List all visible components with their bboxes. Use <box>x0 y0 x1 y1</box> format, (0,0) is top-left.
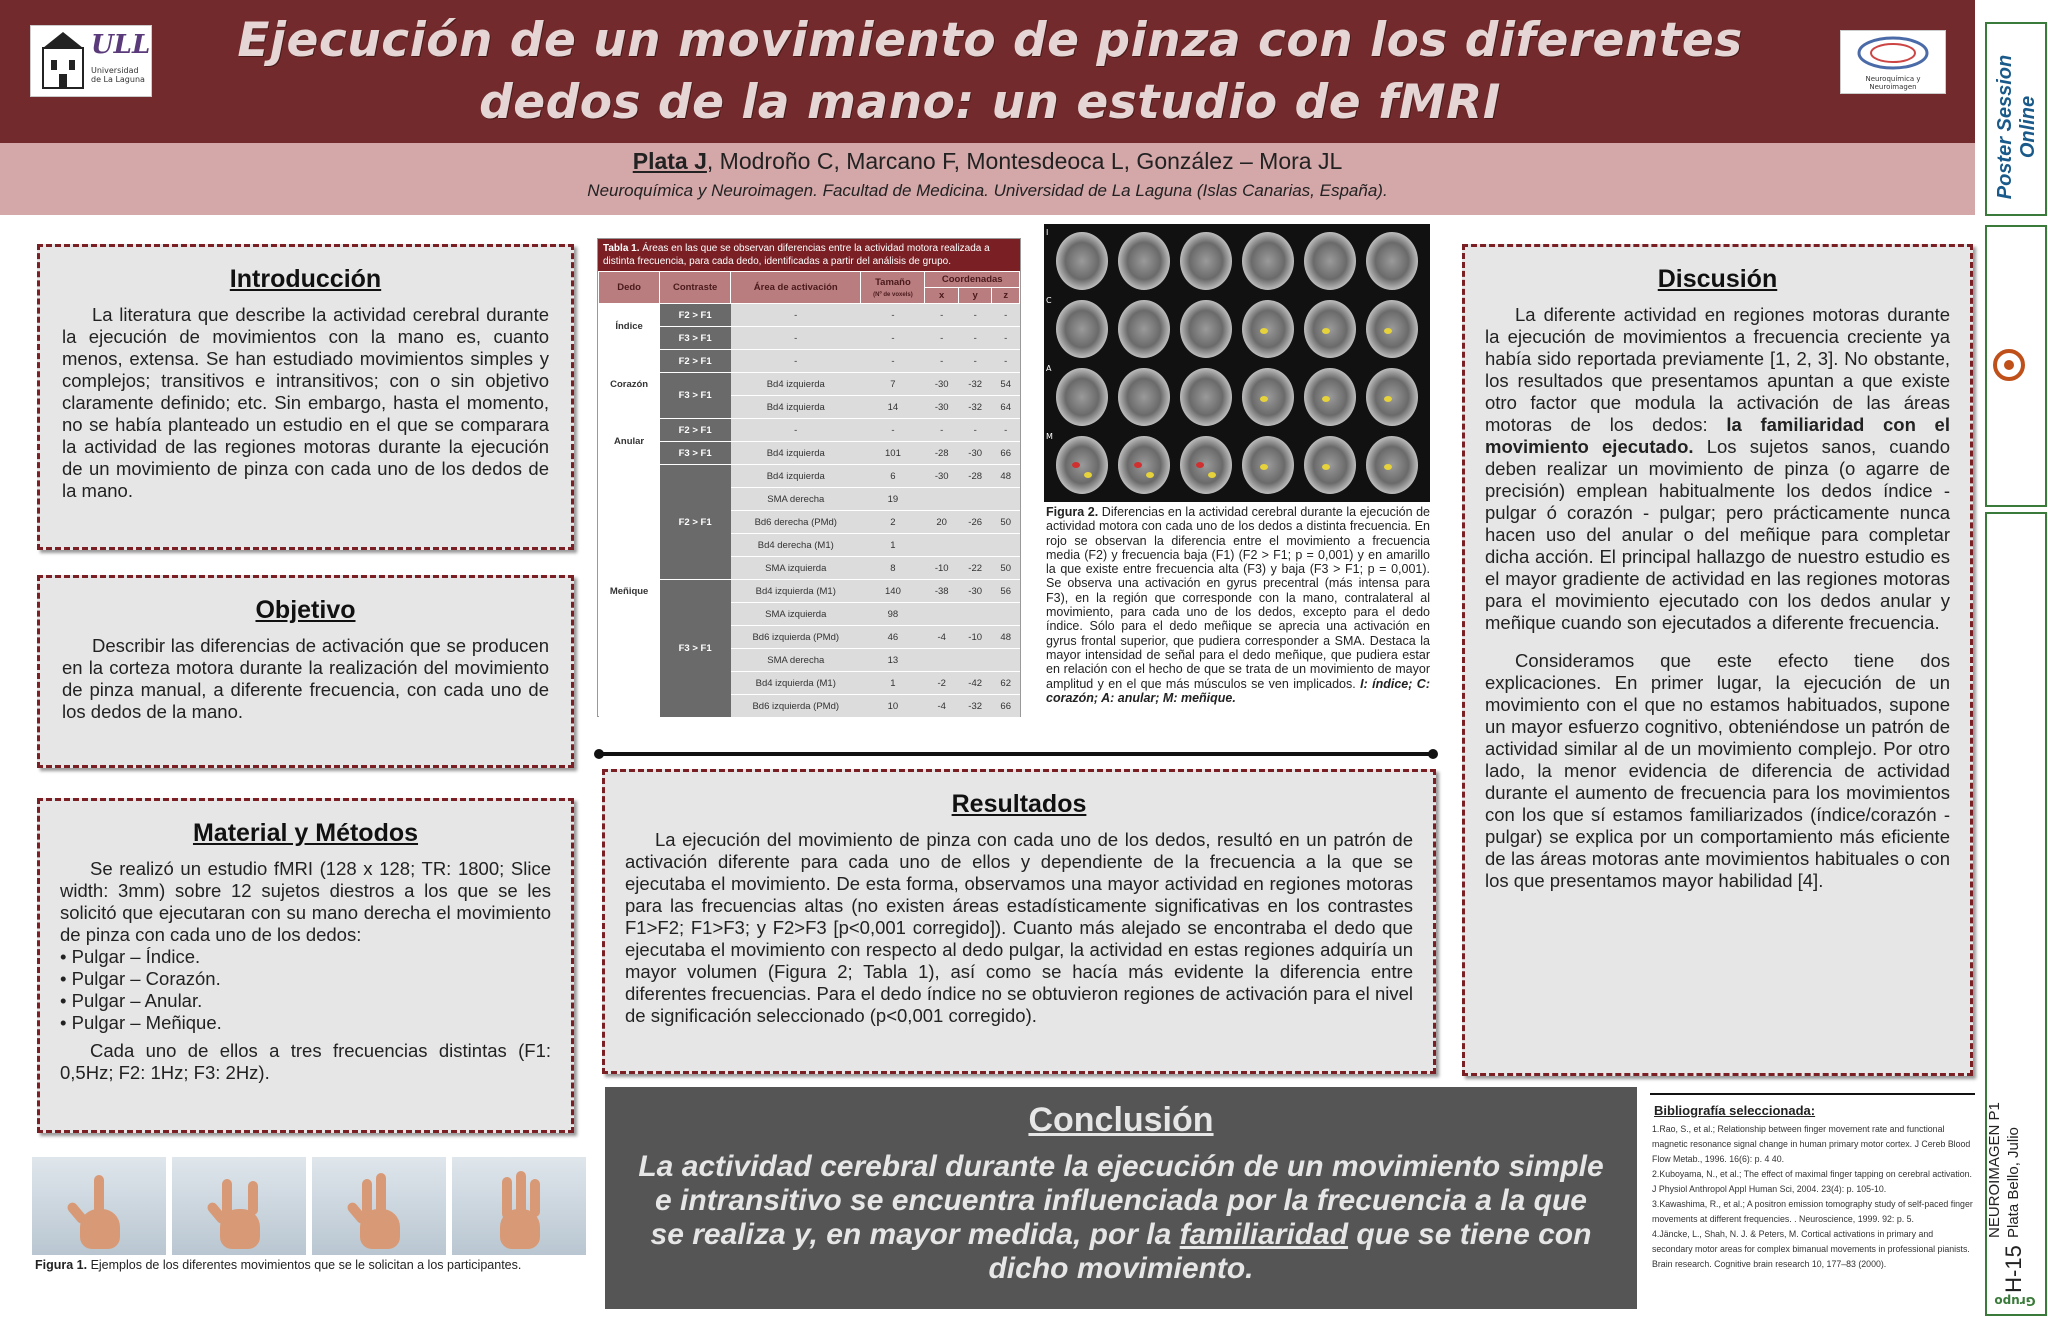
discusion-paragraph-2: Consideramos que este efecto tiene dos explicaciones. En primer lugar, la ejecución de un movimiento con el que no estamos habituados, supone un mayor esfuerzo cognitivo, obteniéndose un patrón de actividad similar al de un movimiento complejo. Por otro lado, la menor evidencia de diferencia de actividad durante el aumento de frecuencia para los movimientos con los que sí estamos familiarizados (índice/corazón - pulgar) se explica por un comportamiento más eficiente de las áreas motoras ante movimientos habituales o con los que presentamos mayor habilidad [4]. <box>1485 650 1950 891</box>
table-cell: -4 <box>925 626 958 649</box>
table-cell: -32 <box>958 695 991 718</box>
hand-photo-4 <box>452 1157 586 1255</box>
table-cell: Bd6 derecha (PMd) <box>731 511 861 534</box>
table-header: Dedo <box>599 272 660 304</box>
table-header: z <box>992 288 1020 304</box>
brain-slice <box>1056 368 1108 426</box>
section-divider <box>599 752 1433 756</box>
table-cell: - <box>992 350 1020 373</box>
finger-cell: Corazón <box>599 350 660 419</box>
discusion-highlight: la familiaridad con el movimiento ejecutado. <box>1485 414 1950 457</box>
title-line-1: Ejecución de un movimiento de pinza con los diferentes <box>237 13 1743 68</box>
table-cell: - <box>925 350 958 373</box>
table-cell: -30 <box>925 465 958 488</box>
table-cell: SMA izquierda <box>731 603 861 626</box>
divider-dot <box>594 749 604 759</box>
table-cell: 2 <box>861 511 925 534</box>
neuro-logo-text: Neuroquímica y Neuroimagen <box>1865 75 1921 91</box>
figure-2-legend: I: índice; C: corazón; A: anular; M: meñique. <box>1046 676 1430 705</box>
table-cell: 48 <box>992 626 1020 649</box>
brain-slice <box>1366 232 1418 290</box>
table-header: y <box>958 288 991 304</box>
brain-icon <box>1841 31 1945 71</box>
table-row <box>599 419 1020 442</box>
brain-slice <box>1118 436 1170 494</box>
resultados-text: La ejecución del movimiento de pinza con cada uno de los dedos, resultó en un patrón de activación diferente para cada uno de ellos y dependiente de la frecuencia a la que se ejecutaba el movimiento. De esta forma, observamos una mayor actividad en regiones motoras para las frecuencias altas (no existen áreas estadísticamente significativas en los contrastes F1>F2; F1>F3; y F2>F3 [p<0,001 corregido]). Cuanto más alejado se encontraba el dedo que ejecutaba el movimiento con respecto al dedo pulgar, la actividad en estas regiones adquiría un mayor volumen (Figura 2; Tabla 1), así como se hacía más evidente la diferencia entre diferentes frecuencias. Para el dedo índice no se obtuvieron regiones de activación para el nivel de significación seleccionado (p<0,001 corregido). <box>625 829 1413 1026</box>
ull-logo <box>30 25 152 97</box>
table-cell: 66 <box>992 442 1020 465</box>
table-cell: 140 <box>861 580 925 603</box>
activation-blob <box>1322 328 1330 334</box>
conclusion-heading: Conclusión <box>1028 1101 1214 1139</box>
figure-2-caption <box>1046 505 1430 705</box>
activation-blob <box>1134 462 1142 468</box>
brain-slice <box>1180 368 1232 426</box>
figure-1-caption <box>35 1258 578 1273</box>
table-cell: -10 <box>958 626 991 649</box>
scan-row-label: I <box>1046 228 1049 237</box>
activation-blob <box>1196 462 1204 468</box>
table-cell: -4 <box>925 695 958 718</box>
table-cell: Bd4 izquierda <box>731 396 861 419</box>
size-header: Tamaño <box>875 276 911 288</box>
activation-blob <box>1072 462 1080 468</box>
activation-blob <box>1322 396 1330 402</box>
objetivo-section <box>37 575 574 768</box>
brand-label: Grupo <box>1994 1294 2036 1308</box>
intro-heading: Introducción <box>229 265 382 293</box>
resultados-heading: Resultados <box>951 790 1087 818</box>
table-cell: 1 <box>861 672 925 695</box>
table-cell <box>992 488 1020 511</box>
brain-slice <box>1366 368 1418 426</box>
table-cell: 64 <box>992 396 1020 419</box>
table-header: Coordenadas <box>925 272 1020 288</box>
finger-cell: Anular <box>599 419 660 465</box>
brain-slice <box>1304 368 1356 426</box>
finger-cell: Meñique <box>599 465 660 718</box>
table-cell: Bd4 izquierda (M1) <box>731 580 861 603</box>
table-cell: 101 <box>861 442 925 465</box>
reference-item: 3.Kawashima, R., et al.; A positron emission tomography study of self-paced finger movements at different frequencies. . Neuroscience, 1999. 92: p. 5. <box>1652 1199 1973 1224</box>
table-cell: -26 <box>958 511 991 534</box>
title-line-2: dedos de la mano: un estudio de fMRI <box>479 75 1501 130</box>
activation-blob <box>1384 464 1392 470</box>
figure-1-label: Figura 1. <box>35 1258 88 1272</box>
table-header: Área de activación <box>731 272 861 304</box>
table-cell: Bd4 izquierda <box>731 442 861 465</box>
brain-slice <box>1304 300 1356 358</box>
table-cell: - <box>925 304 958 327</box>
table-row <box>599 327 1020 350</box>
discusion-text-1a: La diferente actividad en regiones motoras durante la ejecución de movimientos a frecuencia creciente ya había sido reportada previamente [1, 2, 3]. No obstante, los resultados que presentamos apuntan a que existe otro factor que modula la activación de las áreas motoras de los dedos: <box>1485 304 1950 435</box>
table-cell <box>958 603 991 626</box>
conclusion-emphasis: familiaridad <box>1179 1218 1349 1251</box>
table-cell: -30 <box>958 442 991 465</box>
table-cell <box>992 534 1020 557</box>
table-row <box>599 465 1020 488</box>
objetivo-text: Describir las diferencias de activación que se producen en la corteza motora durante la realización del movimiento de pinza manual, a diferente frecuencia, con cada uno de los dedos de la mano. <box>62 635 549 722</box>
list-item: • Pulgar – Anular. <box>60 990 551 1012</box>
hand-photo-3 <box>312 1157 446 1255</box>
table-cell <box>925 603 958 626</box>
neuro-logo <box>1840 30 1946 94</box>
table-cell: 1 <box>861 534 925 557</box>
list-item: • Pulgar – Corazón. <box>60 968 551 990</box>
table-cell <box>958 488 991 511</box>
table-cell: 8 <box>861 557 925 580</box>
hand-photo-2 <box>172 1157 306 1255</box>
figure-1-text: Ejemplos de los diferentes movimientos que se le solicitan a los participantes. <box>87 1258 522 1272</box>
activation-blob <box>1146 472 1154 478</box>
table-cell: -32 <box>958 396 991 419</box>
table-cell: 7 <box>861 373 925 396</box>
table-cell: - <box>958 350 991 373</box>
poster-online-badge <box>1985 22 2047 216</box>
brain-slice <box>1056 300 1108 358</box>
list-item: • Pulgar – Meñique. <box>60 1012 551 1034</box>
contrast-cell: F3 > F1 <box>660 327 731 350</box>
scan-row-label: C <box>1046 296 1052 305</box>
table-row <box>599 373 1020 396</box>
author-label: Plata Bello, Julio <box>2005 1127 2022 1238</box>
activation-blob <box>1260 328 1268 334</box>
poster-online-text: Poster Session Online <box>1994 54 2039 200</box>
brain-slice <box>1056 232 1108 290</box>
conclusion-text-c: que se tiene con dicho movimiento. <box>988 1218 1592 1285</box>
table-cell: - <box>925 327 958 350</box>
table-header: x <box>925 288 958 304</box>
table-cell <box>925 534 958 557</box>
table-cell: -42 <box>958 672 991 695</box>
metodos-text-2: Cada uno de ellos a tres frecuencias distintas (F1: 0,5Hz; F2: 1Hz; F3: 2Hz). <box>60 1040 551 1083</box>
table-cell: -2 <box>925 672 958 695</box>
table-cell: -32 <box>958 373 991 396</box>
activation-blob <box>1384 328 1392 334</box>
hand-photo-1 <box>32 1157 166 1255</box>
table-header: Contraste <box>660 272 731 304</box>
table-cell: 14 <box>861 396 925 419</box>
table-cell: - <box>861 304 925 327</box>
table-caption <box>598 239 1020 271</box>
reference-list <box>1652 1122 1974 1272</box>
brain-slice <box>1304 436 1356 494</box>
figure-2-text: Diferencias en la actividad cerebral durante la ejecución de actividad motora con cada uno de los dedos a distinta frecuencia. En rojo se observan la diferencia entre el movimiento a frecuencia media (F2) y frecuencia baja (F1) (F2 > F1; p = 0,001) y en amarillo la que existe entre frecuencia alta (F3) y baja (F3 > F1; p = 0,001). Se observa una activación en gyrus precentral (más intensa para F3), en la región que corresponde con la mano, contralateral al movimiento, para cada uno de los dedos, excepto para el dedo índice. Sólo para el dedo meñique se aprecia una activación en gyrus frontal superior, que pudiera corresponder a SMA. Destaca la mayor intensidad de señal para el dedo meñique, que pudiera estar en relación con el hecho de que se trata de un movimiento de mayor amplitud y en el que más músculos se ven implicados. <box>1046 505 1431 691</box>
table-cell: -28 <box>925 442 958 465</box>
ull-logo-text: ULL <box>91 30 151 60</box>
table-cell: - <box>861 350 925 373</box>
conclusion-section <box>605 1087 1637 1309</box>
figure-2-label: Figura 2. <box>1046 505 1099 519</box>
brain-slice <box>1180 300 1232 358</box>
table-cell: - <box>861 327 925 350</box>
activation-blob <box>1322 464 1330 470</box>
table-cell: SMA derecha <box>731 488 861 511</box>
table-cell: -38 <box>925 580 958 603</box>
poster-id: H-15 <box>2001 1245 2026 1293</box>
table-cell: - <box>992 419 1020 442</box>
table-cell: - <box>958 327 991 350</box>
objetivo-heading: Objetivo <box>255 596 356 624</box>
table-cell: - <box>958 304 991 327</box>
table-cell: Bd4 derecha (M1) <box>731 534 861 557</box>
bibliography-heading: Bibliografía seleccionada: <box>1654 1103 1816 1118</box>
reference-item: 2.Kuboyama, N., et al.; The effect of maximal finger tapping on cerebral activation. J Physiol Anthropol Appl Human Sci, 2004. 23(4): p. 105-10. <box>1652 1169 1972 1194</box>
table-cell: 48 <box>992 465 1020 488</box>
contrast-cell: F3 > F1 <box>660 442 731 465</box>
contrast-cell: F2 > F1 <box>660 465 731 580</box>
table-cell: -22 <box>958 557 991 580</box>
brain-slice <box>1366 436 1418 494</box>
table-cell: - <box>861 419 925 442</box>
table-cell: -30 <box>925 396 958 419</box>
metodos-heading: Material y Métodos <box>192 819 419 847</box>
brain-slice <box>1056 436 1108 494</box>
discusion-paragraph-1 <box>1485 304 1950 634</box>
activation-blob <box>1208 472 1216 478</box>
activation-blob <box>1384 396 1392 402</box>
table-cell: 62 <box>992 672 1020 695</box>
table-body <box>599 304 1020 718</box>
poster-title <box>160 10 1820 134</box>
bibliography <box>1652 1097 1974 1272</box>
brain-slice <box>1180 436 1232 494</box>
brain-slice <box>1242 300 1294 358</box>
reference-item: 4.Jäncke, L., Shah, N. J. & Peters, M. Cortical activations in primary and secondary motor areas for complex bimanual movements in professional pianists. Brain research. Cognitive brain research 10, 177–83 (2000). <box>1652 1229 1970 1269</box>
table-cell <box>958 649 991 672</box>
activation-blob <box>1260 464 1268 470</box>
metodos-text: Se realizó un estudio fMRI (128 x 128; TR: 1800; Slice width: 3mm) sobre 12 sujetos diestros a los que se les solicitó que ejecutaran con su mano derecha el movimiento de pinza con cada uno de los dedos: <box>60 858 551 945</box>
table-cell: -28 <box>958 465 991 488</box>
table-cell <box>925 488 958 511</box>
seal-icon <box>1987 227 2045 505</box>
affiliation: Neuroquímica y Neuroimagen. Facultad de Medicina. Universidad de La Laguna (Islas Canarias, España). <box>587 181 1388 200</box>
lead-author: Plata J <box>632 148 707 174</box>
table-cell: - <box>731 327 861 350</box>
table-cell: 50 <box>992 511 1020 534</box>
table-cell: 20 <box>925 511 958 534</box>
conclusion-text-a: La actividad cerebral durante la ejecución de un movimiento simple e intransitivo se encuentra influenciada por la frecuencia a la que se realiza y, en mayor medida, por la <box>638 1150 1604 1251</box>
results-table <box>598 271 1020 718</box>
table-cell: 54 <box>992 373 1020 396</box>
table-cell: SMA derecha <box>731 649 861 672</box>
table-cell: 19 <box>861 488 925 511</box>
brain-slice <box>1242 232 1294 290</box>
brain-slice <box>1118 232 1170 290</box>
intro-text: La literatura que describe la actividad cerebral durante la ejecución de movimientos con la mano es, cuanto menos, extensa. Se han estudiado movimientos simples y complejos; transitivos e intransitivos; con o sin objetivo claramente definido; etc. Sin embargo, hasta el momento, no se había planteado un estudio en el que se comparara la actividad de las regiones motoras durante la ejecución de un movimiento de pinza con cada uno de los dedos de la mano. <box>62 304 549 501</box>
table-cell: Bd4 izquierda (M1) <box>731 672 861 695</box>
co-authors: , Modroño C, Marcano F, Montesdeoca L, González – Mora JL <box>706 148 1343 174</box>
table-cell: 46 <box>861 626 925 649</box>
finger-cell: Índice <box>599 304 660 350</box>
table-row <box>599 442 1020 465</box>
finger-list <box>60 946 551 1034</box>
conclusion-text <box>635 1150 1607 1286</box>
table-cell: 66 <box>992 695 1020 718</box>
reference-item: 1.Rao, S., et al.; Relationship between finger movement rate and functional magnetic resonance signal change in human primary motor cortex. J Cereb Blood Flow Metab., 1996. 16(6): p. 4 40. <box>1652 1124 1971 1164</box>
scan-row-label: A <box>1046 364 1052 373</box>
biblio-rule <box>1650 1093 1975 1095</box>
resultados-section <box>602 769 1436 1074</box>
table-cell <box>958 534 991 557</box>
table-row <box>599 580 1020 603</box>
size-subheader: (Nº de voxels) <box>873 291 913 298</box>
table-cell: 56 <box>992 580 1020 603</box>
table-cell <box>925 649 958 672</box>
table-label: Tabla 1. <box>603 243 640 254</box>
metodos-section <box>37 798 574 1133</box>
table-cell: - <box>992 304 1020 327</box>
figure-2-brain-scans <box>1044 224 1430 502</box>
table-cell: Bd6 izquierda (PMd) <box>731 695 861 718</box>
table-1 <box>597 238 1021 717</box>
table-cell <box>992 603 1020 626</box>
table-cell <box>992 649 1020 672</box>
table-cell: - <box>925 419 958 442</box>
table-cell: - <box>731 350 861 373</box>
brain-slice <box>1304 232 1356 290</box>
table-cell: SMA izquierda <box>731 557 861 580</box>
table-caption-text: Áreas en las que se observan diferencias entre la actividad motora realizada a distinta frecuencia, para cada dedo, identificadas a partir del análisis de grupo. <box>603 243 990 267</box>
discusion-text-1c: Los sujetos sanos, cuando deben realizar un movimiento de pinza (o agarre de precisión) emplean habitualmente los dedos índice - pulgar ó corazón - pulgar; pero prácticamente nunca hacen uso del anular o del meñique para completar dicha acción. El principal hallazgo de nuestro estudio es el mayor gradiente de actividad en las regiones motoras para el movimiento ejecutado con los dedos anular y meñique cuando son ejecutados a diferente frecuencia. <box>1485 436 1950 633</box>
table-cell: - <box>992 327 1020 350</box>
table-cell: Bd4 izquierda <box>731 465 861 488</box>
table-cell: Bd4 izquierda <box>731 373 861 396</box>
poster-id-box <box>1985 512 2047 1316</box>
brain-slice <box>1118 300 1170 358</box>
ull-logo-sub: Universidad de La Laguna <box>91 66 145 84</box>
contrast-cell: F2 > F1 <box>660 419 731 442</box>
scan-row-label: M <box>1046 432 1053 441</box>
table-cell: 10 <box>861 695 925 718</box>
brain-slice <box>1242 368 1294 426</box>
brain-slice <box>1366 300 1418 358</box>
table-cell: 50 <box>992 557 1020 580</box>
discusion-section <box>1462 244 1973 1076</box>
authors-line <box>0 146 1975 176</box>
brain-slice <box>1180 232 1232 290</box>
table-header <box>861 272 925 304</box>
table-cell: -30 <box>958 580 991 603</box>
contrast-cell: F3 > F1 <box>660 373 731 419</box>
conference-label: NEUROIMAGEN P1 <box>1986 1102 2003 1238</box>
table-cell: 13 <box>861 649 925 672</box>
sidebar-logo-box <box>1985 225 2047 507</box>
table-cell: - <box>731 304 861 327</box>
table-row <box>599 304 1020 327</box>
activation-blob <box>1084 472 1092 478</box>
table-cell: Bd6 izquierda (PMd) <box>731 626 861 649</box>
list-item: • Pulgar – Índice. <box>60 946 551 968</box>
discusion-heading: Discusión <box>1657 265 1778 293</box>
table-cell: -30 <box>925 373 958 396</box>
table-cell: 98 <box>861 603 925 626</box>
contrast-cell: F2 > F1 <box>660 350 731 373</box>
brain-slice <box>1242 436 1294 494</box>
contrast-cell: F2 > F1 <box>660 304 731 327</box>
contrast-cell: F3 > F1 <box>660 580 731 718</box>
table-cell: -10 <box>925 557 958 580</box>
intro-section <box>37 244 574 550</box>
activation-blob <box>1260 396 1268 402</box>
divider-dot <box>1428 749 1438 759</box>
table-cell: 6 <box>861 465 925 488</box>
table-cell: - <box>958 419 991 442</box>
brain-slice <box>1118 368 1170 426</box>
table-cell: - <box>731 419 861 442</box>
table-row <box>599 350 1020 373</box>
